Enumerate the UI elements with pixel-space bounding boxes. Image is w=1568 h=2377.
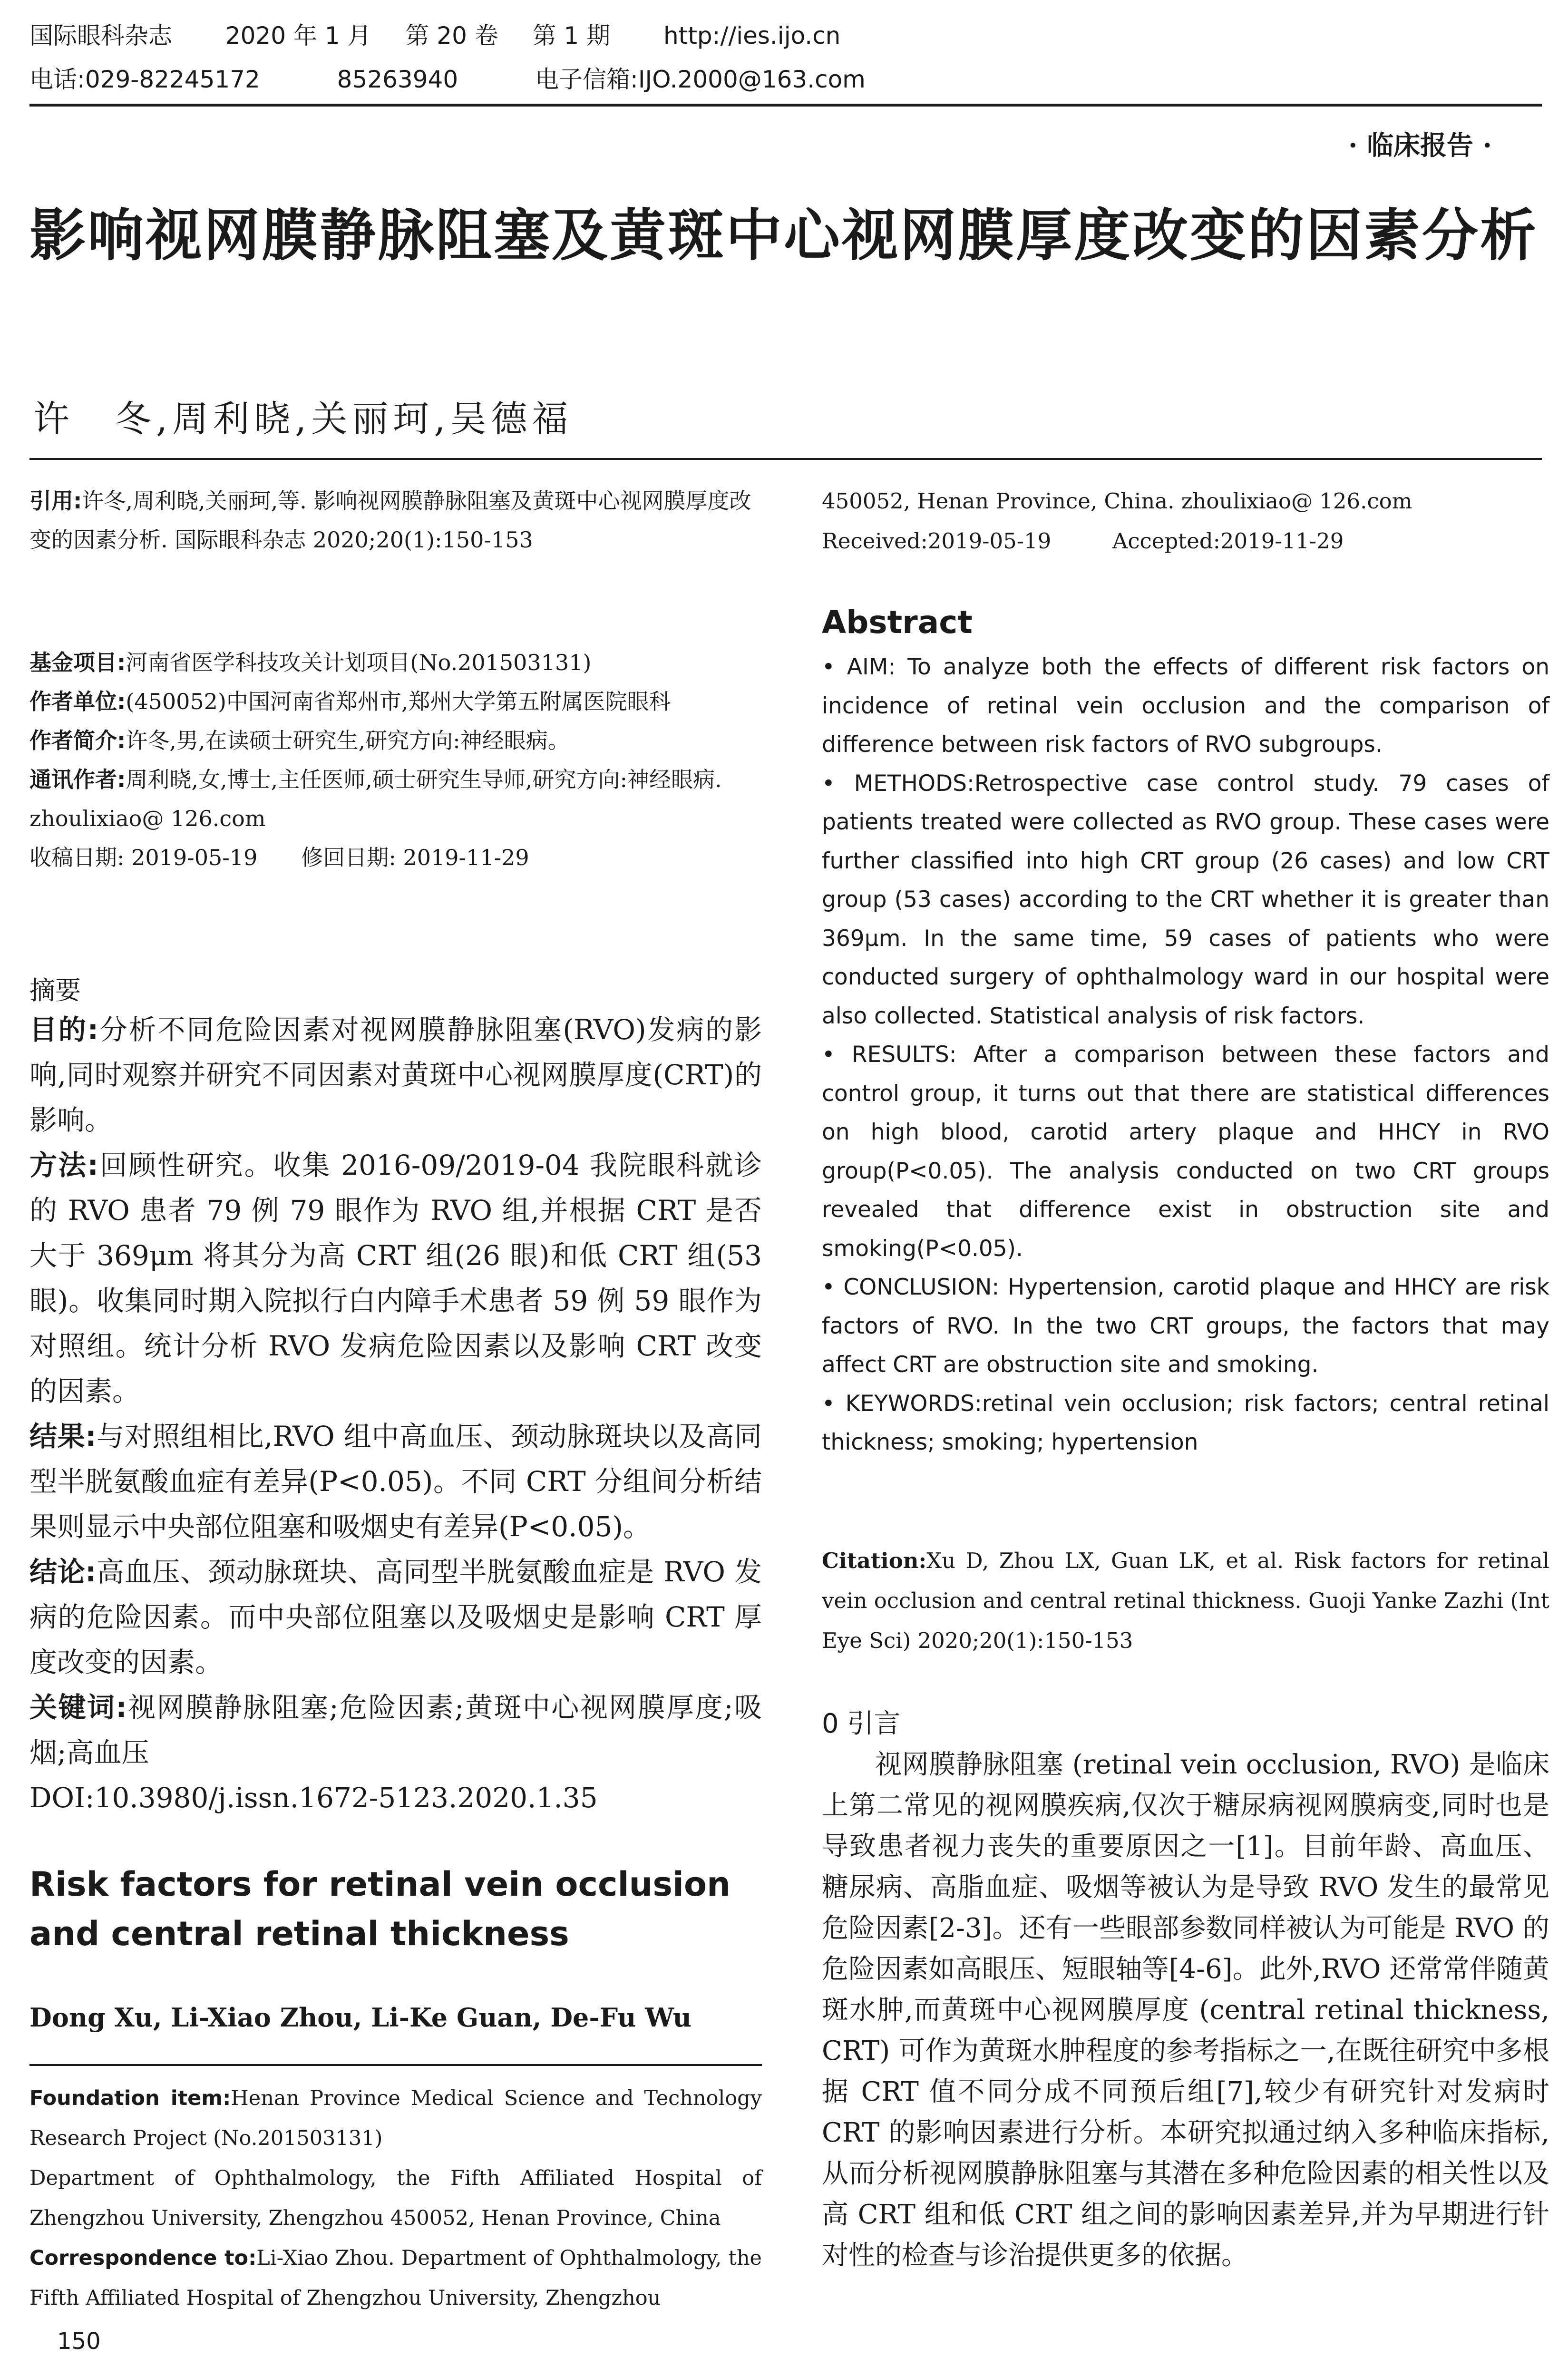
citation-text: 许冬,周利晓,关丽珂,等. 影响视网膜静脉阻塞及黄斑中心视网膜厚度改变的因素分析. 国际眼科杂志 2020;20(1):150-153 (29, 488, 751, 553)
keywords-en-label: • KEYWORDS: (822, 1391, 982, 1417)
accepted-date: Accepted:2019-11-29 (1112, 528, 1344, 554)
abstract-keywords (29, 1685, 762, 1775)
correspondence (29, 2238, 762, 2318)
english-footnote (29, 2078, 762, 2318)
conclusion-text: 高血压、颈动脉斑块、高同型半胱氨酸血症是 RVO 发病的危险因素。而中央部位阻塞以及吸烟史是影响 CRT 厚度改变的因素。 (29, 1556, 762, 1678)
article-authors: 许 冬,周利晓,关丽珂,吴德福 (33, 398, 573, 440)
corr-text: 周利晓,女,博士,主任医师,硕士研究生导师,研究方向:神经眼病. zhoulixiao@ 126.com (29, 767, 722, 831)
journal-url[interactable]: http://ies.ijo.cn (663, 22, 841, 49)
correspondence-continued (822, 481, 1549, 561)
conclusion-en-text: Hypertension, carotid plaque and HHCY are risk factors of RVO. In the two CRT groups, the factors that may affect CRT are obstruction site and smoking. (822, 1274, 1550, 1378)
unit-item (29, 682, 762, 721)
abstract-en (822, 648, 1549, 1462)
citation-en-label: Citation: (822, 1548, 927, 1573)
keywords-en-text: retinal vein occlusion; risk factors; central retinal thickness; smoking; hypertension (822, 1390, 1549, 1455)
article-info (29, 643, 762, 877)
intro-body (822, 1744, 1549, 2276)
abstract-conclusion (29, 1549, 762, 1685)
citation-en (822, 1541, 1549, 1661)
conclusion-label: 结论: (29, 1556, 97, 1588)
results-en-label: • RESULTS: (822, 1042, 957, 1068)
methods-text: 回顾性研究。收集 2016-09/2019-04 我院眼科就诊的 RVO 患者 79 例 79 眼作为 RVO 组,并根据 CRT 是否大于 369μm 将其分为高 CRT 组(26 眼)和低 CRT 组(53 眼)。收集同时期入院拟行白内障手术患者 59 例 59 眼作为对照组。统计分析 RVO 发病危险因素以及影响 CRT 改变的因素。 (29, 1149, 762, 1407)
fund-item (29, 643, 762, 682)
foundation-label: Foundation item: (29, 2086, 231, 2110)
aim-en-label: • AIM: (822, 654, 896, 680)
results-text: 与对照组相比,RVO 组中高血压、颈动脉斑块以及高同型半胱氨酸血症有差异(P<0.05)。不同 CRT 分组间分析结果则显示中央部位阻塞和吸烟史有差异(P<0.05)。 (29, 1420, 762, 1543)
phone: 029-82245172 (85, 66, 260, 93)
aim-text: 分析不同危险因素对视网膜静脉阻塞(RVO)发病的影响,同时观察并研究不同因素对黄斑中心视网膜厚度(CRT)的影响。 (29, 1013, 762, 1136)
conclusion-en-label: • CONCLUSION: (822, 1274, 999, 1300)
abstract-heading-en: Abstract (822, 604, 973, 641)
journal-header-line1 (29, 19, 840, 52)
doi[interactable]: DOI:10.3980/j.issn.1672-5123.2020.1.35 (29, 1782, 598, 1814)
header-rule (29, 104, 1542, 107)
abstract-en-methods (822, 764, 1549, 1036)
volume: 第 20 卷 (405, 22, 498, 49)
foundation-item (29, 2078, 762, 2158)
journal-header-line2 (29, 63, 866, 96)
methods-en-text: Retrospective case control study. 79 cases of patients treated were collected as RVO group. These cases were further classified into high CRT group (26 cases) and low CRT group (53 cases) according to the CRT whether it is greater than 369μm. In the same time, 59 cases of patients who were conducted surgery of ophthalmology ward in our hospital were also collected. Statistical analysis of risk factors. (822, 770, 1549, 1029)
issue-number: 第 1 期 (532, 22, 611, 49)
english-authors: Dong Xu, Li-Xiao Zhou, Li-Ke Guan, De-Fu Wu (29, 2002, 691, 2033)
section-tag: · 临床报告 · (1348, 130, 1492, 161)
aim-en-text: To analyze both the effects of different risk factors on incidence of retinal vein occlusion and the comparison of difference between risk factors of RVO subgroups. (822, 654, 1549, 758)
abstract-results (29, 1414, 762, 1549)
corr-item (29, 760, 762, 838)
bio-item (29, 721, 762, 760)
abstract-en-results (822, 1035, 1549, 1268)
keywords-text: 视网膜静脉阻塞;危险因素;黄斑中心视网膜厚度;吸烟;高血压 (29, 1691, 762, 1769)
intro-paragraph: 视网膜静脉阻塞 (retinal vein occlusion, RVO) 是临床上第二常见的视网膜疾病,仅次于糖尿病视网膜病变,同时也是导致患者视力丧失的重要原因之一[1]。目前年龄、高血压、糖尿病、高脂血症、吸烟等被认为是导致 RVO 发生的最常见危险因素[2-3]。还有一些眼部参数同样被认为可能是 RVO 的危险因素如高眼压、短眼轴等[4-6]。此外,RVO 还常常伴随黄斑水肿,而黄斑中心视网膜厚度 (central retinal thickness, CRT) 可作为黄斑水肿程度的参考指标之一,在既往研究中多根据 CRT 值不同分成不同预后组[7],较少有研究针对发病时 CRT 的影响因素进行分析。本研究拟通过纳入多种临床指标,从而分析视网膜静脉阻塞与其潜在多种危险因素的相关性以及高 CRT 组和低 CRT 组之间的影响因素差异,并为早期进行针对性的检查与诊治提供更多的依据。 (822, 1749, 1549, 2271)
phone2: 85263940 (337, 66, 458, 93)
corr-label: 通讯作者: (29, 767, 126, 792)
methods-en-label: • METHODS: (822, 770, 974, 797)
abstract-aim (29, 1007, 762, 1143)
abstract-methods (29, 1143, 762, 1414)
received-accepted (822, 521, 1549, 561)
received-date: Received:2019-05-19 (822, 528, 1052, 554)
email[interactable]: IJO.2000@163.com (638, 66, 866, 93)
foundation-text: Henan Province Medical Science and Technology Research Project (No.201503131) (29, 2086, 762, 2150)
abstract-en-conclusion (822, 1268, 1549, 1384)
bio-label: 作者简介: (29, 728, 126, 753)
bio-text: 许冬,男,在读硕士研究生,研究方向:神经眼病。 (126, 728, 570, 753)
journal-name: 国际眼科杂志 (29, 22, 172, 49)
footnote-rule (29, 2064, 762, 2066)
citation-en-text: Xu D, Zhou LX, Guan LK, et al. Risk factors for retinal vein occlusion and central retinal thickness. Guoji Yanke Zazhi (Int Eye Sci) 2020;20(1):150-153 (822, 1548, 1549, 1653)
fund-label: 基金项目: (29, 650, 126, 675)
abstract-heading-zh: 摘要 (29, 975, 81, 1005)
abstract-zh (29, 1007, 762, 1821)
english-title: Risk factors for retinal vein occlusion and central retinal thickness (29, 1865, 730, 1953)
correspondence-text: Li-Xiao Zhou. Department of Ophthalmology, the Fifth Affiliated Hospital of Zhengzhou University, Zhengzhou (29, 2246, 762, 2310)
issue-date: 2020 年 1 月 (225, 22, 371, 49)
citation-label: 引用: (29, 488, 82, 514)
dates-item: 收稿日期: 2019-05-19 修回日期: 2019-11-29 (29, 845, 529, 870)
phone-label: 电话: (29, 66, 85, 93)
citation-zh (29, 481, 762, 559)
fund-text: 河南省医学科技攻关计划项目(No.201503131) (126, 650, 592, 675)
unit-text: (450052)中国河南省郑州市,郑州大学第五附属医院眼科 (126, 689, 671, 714)
intro-heading: 0 引言 (822, 1708, 901, 1739)
title-rule (29, 458, 1542, 460)
corr-cont-text: 450052, Henan Province, China. zhoulixiao@ 126.com (822, 488, 1412, 514)
correspondence-label: Correspondence to: (29, 2246, 257, 2270)
page-number: 150 (57, 2328, 101, 2355)
methods-label: 方法: (29, 1149, 98, 1181)
abstract-en-keywords (822, 1384, 1549, 1462)
results-en-text: After a comparison between these factors and control group, it turns out that there are statistical differences on high blood, carotid artery plaque and HHCY in RVO group(P<0.05). The analysis conducted on two CRT groups revealed that difference exist in obstruction site and smoking(P<0.05). (822, 1042, 1549, 1262)
unit-label: 作者单位: (29, 689, 126, 714)
keywords-label: 关键词: (29, 1691, 127, 1724)
department: Department of Ophthalmology, the Fifth Affiliated Hospital of Zhengzhou University, Zhengzhou 450052, Henan Province, China (29, 2166, 762, 2230)
email-label: 电子信箱: (535, 66, 638, 93)
aim-label: 目的: (29, 1013, 98, 1046)
abstract-en-aim (822, 648, 1549, 764)
article-title: 影响视网膜静脉阻塞及黄斑中心视网膜厚度改变的因素分析 (29, 203, 1539, 268)
results-label: 结果: (29, 1420, 97, 1452)
